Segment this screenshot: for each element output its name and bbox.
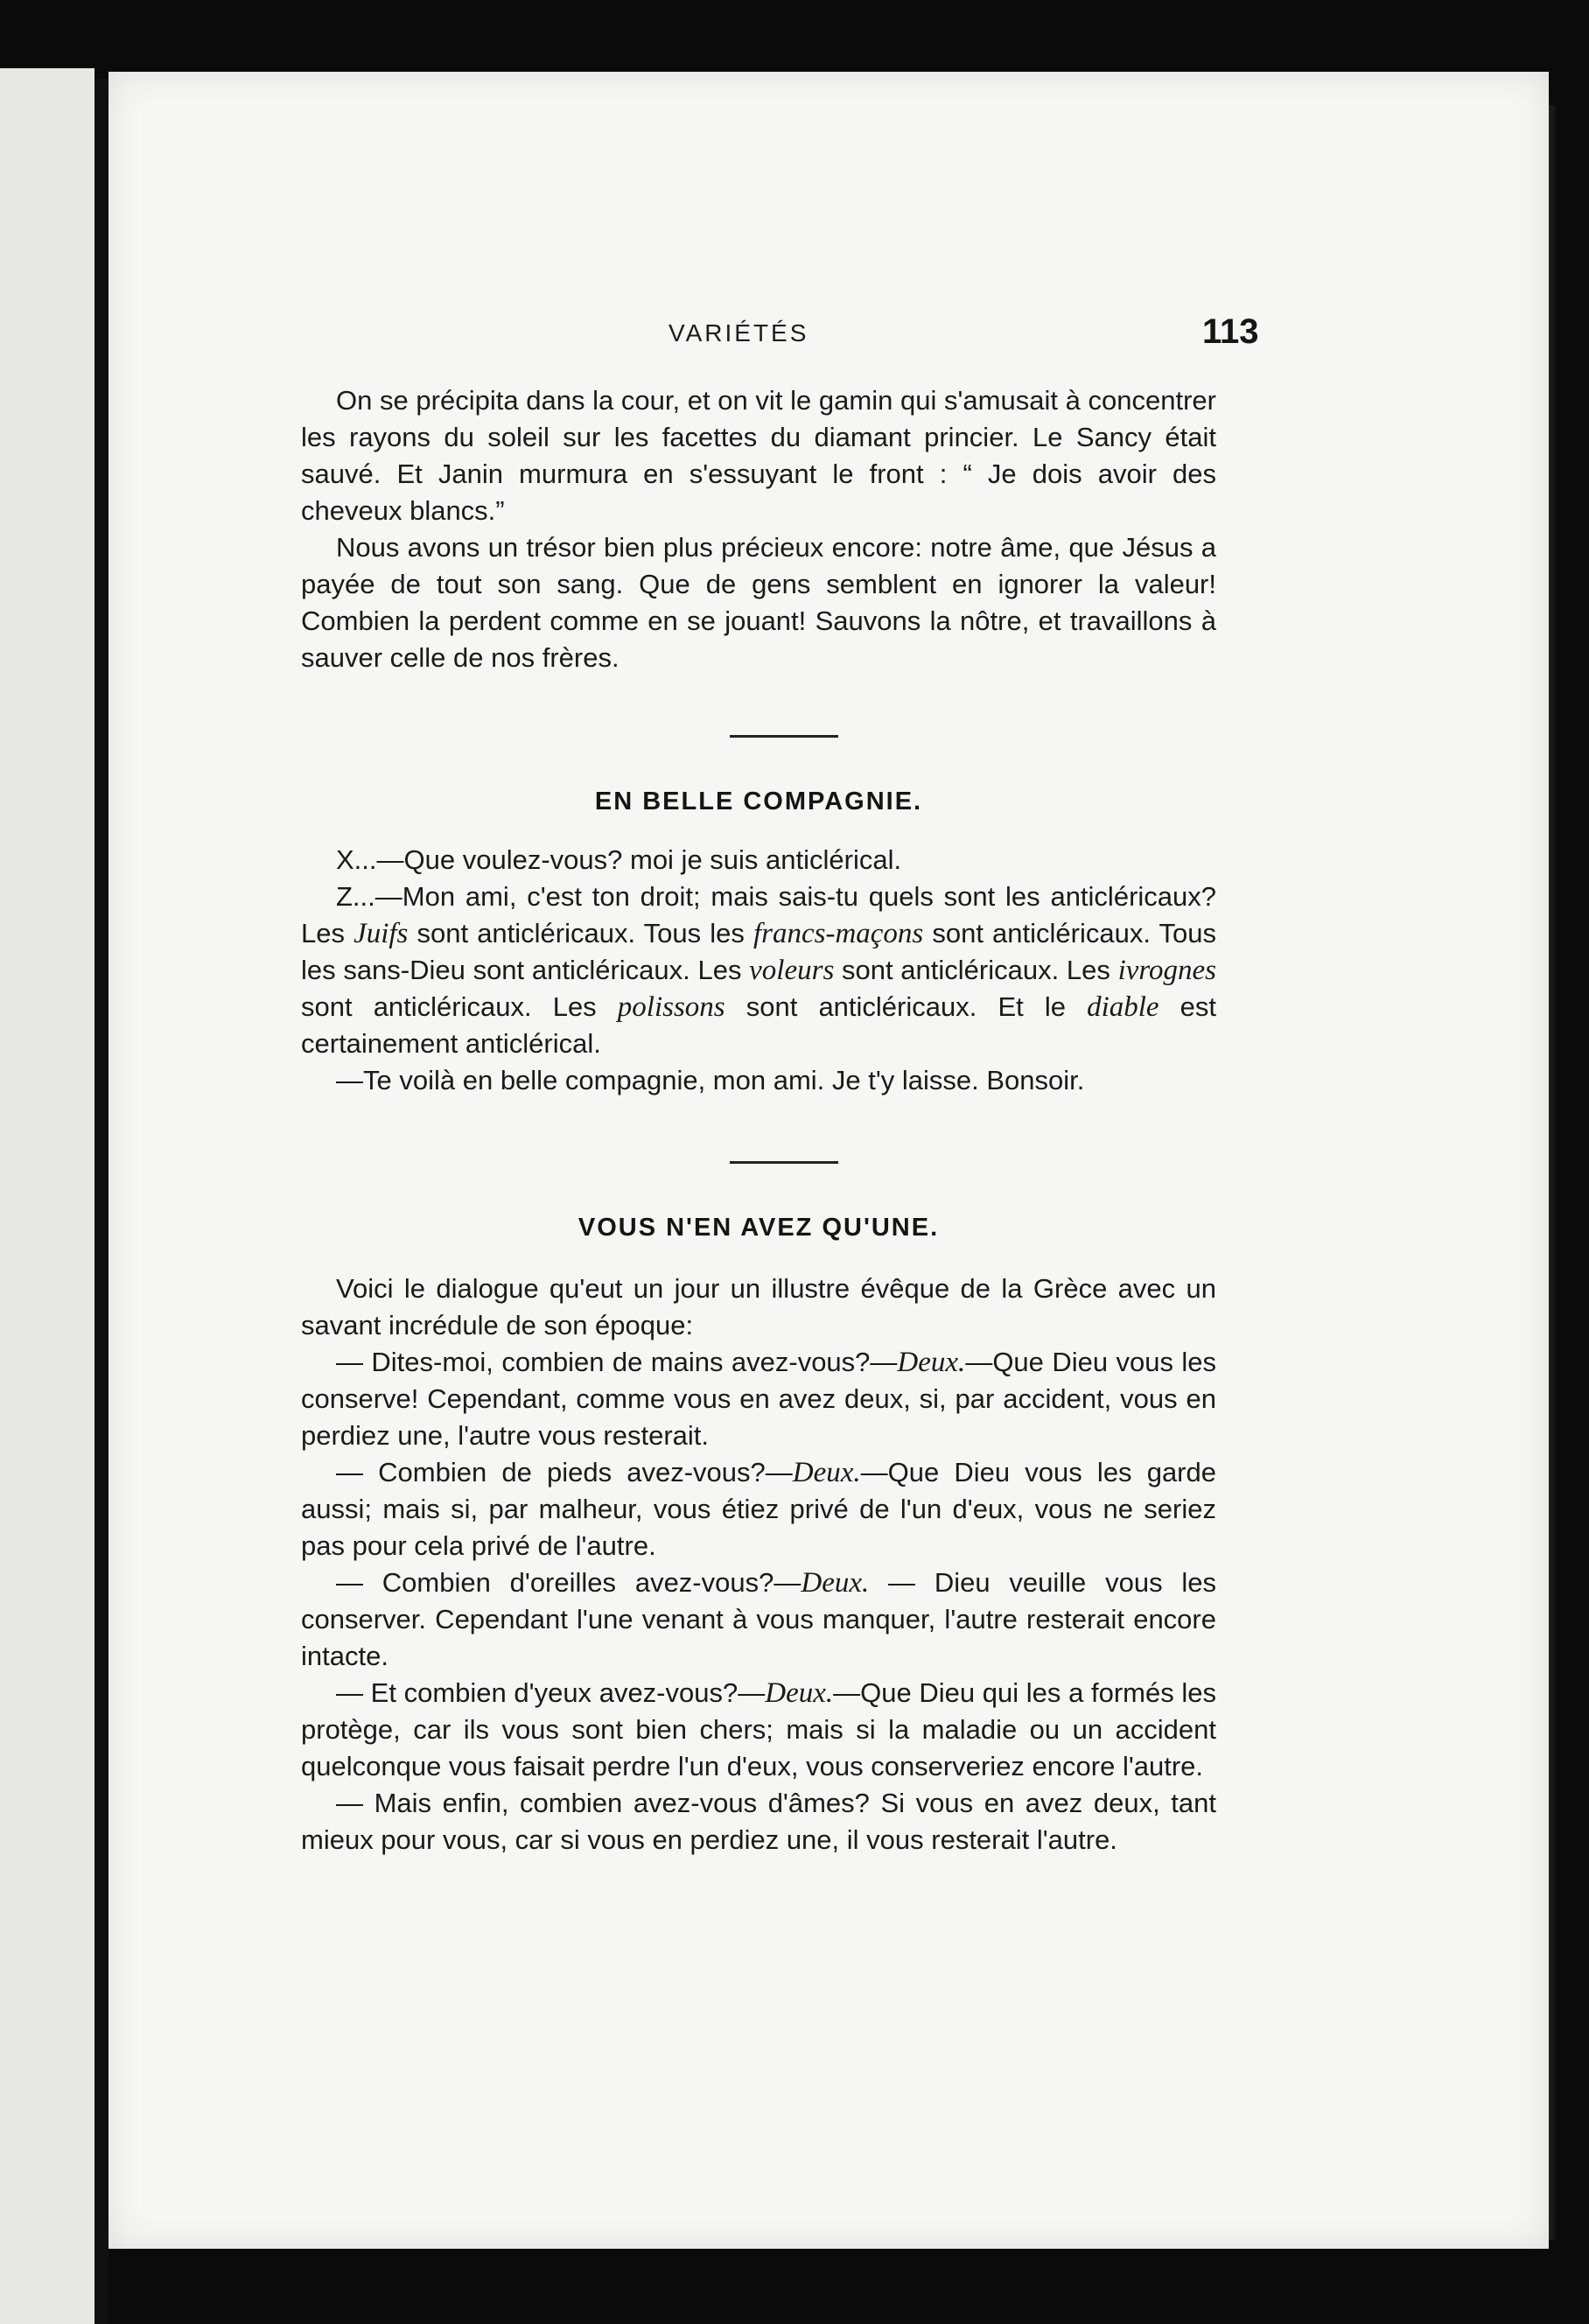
text-run: — Dieu veuille vous les conserver. Cependant l'une venant à vous manquer, l'autre resterait encore intacte. (301, 1567, 1216, 1671)
running-head (108, 312, 1549, 365)
text-run: sont anticléricaux. Tous les sans-Dieu sont anticléricaux. Les (301, 918, 1216, 985)
text-run: sont anticléricaux. Les (834, 955, 1118, 985)
paragraph: On se précipita dans la cour, et on vit le gamin qui s'amusait à concentrer les rayons du soleil sur les facettes du diamant princier. Le Sancy était sauvé. Et Janin murmura en s'essuyant le front : “ Je dois avoir des cheveux blancs.” (301, 385, 1216, 526)
text-run: — Combien de pieds avez-vous?— (336, 1457, 793, 1488)
paragraph (301, 878, 1216, 1062)
italic-term: Deux. (765, 1677, 834, 1709)
section-heading: EN BELLE COMPAGNIE. (594, 788, 923, 816)
section-divider (730, 1161, 838, 1164)
section-2-body (301, 842, 1216, 1099)
italic-term: polissons (617, 991, 725, 1023)
paragraph: X...—Que voulez-vous? moi je suis anticlérical. (336, 844, 902, 875)
text-run: sont anticléricaux. Les (301, 991, 618, 1022)
section-divider (730, 735, 838, 738)
running-title: VARIÉTÉS (668, 319, 809, 346)
page-number: 113 (1202, 312, 1259, 351)
paragraph: Voici le dialogue qu'eut un jour un illustre évêque de la Grèce avec un savant incrédule de son époque: (301, 1273, 1216, 1340)
paragraph: — Mais enfin, combien avez-vous d'âmes? Si vous en avez deux, tant mieux pour vous, car si vous en perdiez une, il vous resterait l'autre. (301, 1788, 1216, 1855)
text-run: est certainement anticlérical. (301, 991, 1216, 1059)
text-run: sont anticléricaux. Tous les (408, 918, 753, 948)
paragraph: Nous avons un trésor bien plus précieux encore: notre âme, que Jésus a payée de tout son sang. Que de gens semblent en ignorer la valeur! Combien la perdent comme en se jouant! Sauvons la nôtre, et travaillons à sauver celle de nos frères. (301, 532, 1216, 673)
text-run: — Dites-moi, combien de mains avez-vous?— (336, 1347, 898, 1377)
paragraph (301, 1675, 1216, 1785)
book-page (108, 72, 1549, 2249)
text-run: sont anticléricaux. Et le (724, 991, 1088, 1022)
section-heading: VOUS N'EN AVEZ QU'UNE. (578, 1214, 940, 1242)
italic-term: diable (1087, 991, 1159, 1023)
section-3-body (301, 1270, 1216, 1858)
text-run: — Combien d'oreilles avez-vous?— (336, 1567, 802, 1598)
paragraph: —Te voilà en belle compagnie, mon ami. Je t'y laisse. Bonsoir. (336, 1065, 1085, 1096)
italic-term: Deux. (897, 1347, 966, 1378)
italic-term: Juifs (354, 918, 409, 949)
text-run: Z...—Mon ami, c'est ton droit; mais sais-tu quels sont les anticléricaux? Les (301, 881, 1216, 948)
text-run: —Que Dieu vous les conserve! Cependant, comme vous en avez deux, si, par accident, vous en perdiez une, l'autre vous resterait. (301, 1347, 1216, 1451)
text-run: —Que Dieu vous les garde aussi; mais si, par malheur, vous étiez privé de l'un d'eux, vous ne seriez pas pour cela privé de l'autre. (301, 1457, 1216, 1561)
text-run: —Que Dieu qui les a formés les protège, car ils vous sont bien chers; mais si la maladie ou un accident quelconque vous faisait perdre l'un d'eux, vous conserveriez encore l'autre. (301, 1677, 1216, 1782)
previous-page-edge (0, 68, 94, 2324)
italic-term: voleurs (749, 955, 835, 986)
paragraph (301, 1454, 1216, 1564)
italic-term: Deux. (792, 1457, 861, 1488)
italic-term: ivrognes (1117, 955, 1216, 986)
text-run: — Et combien d'yeux avez-vous?— (336, 1677, 766, 1708)
paragraph (301, 1564, 1216, 1675)
italic-term: francs-maçons (752, 918, 924, 949)
book-gutter (94, 79, 108, 2324)
section-1-body (301, 382, 1216, 676)
paragraph (301, 1344, 1216, 1454)
italic-term: Deux. (801, 1567, 870, 1599)
